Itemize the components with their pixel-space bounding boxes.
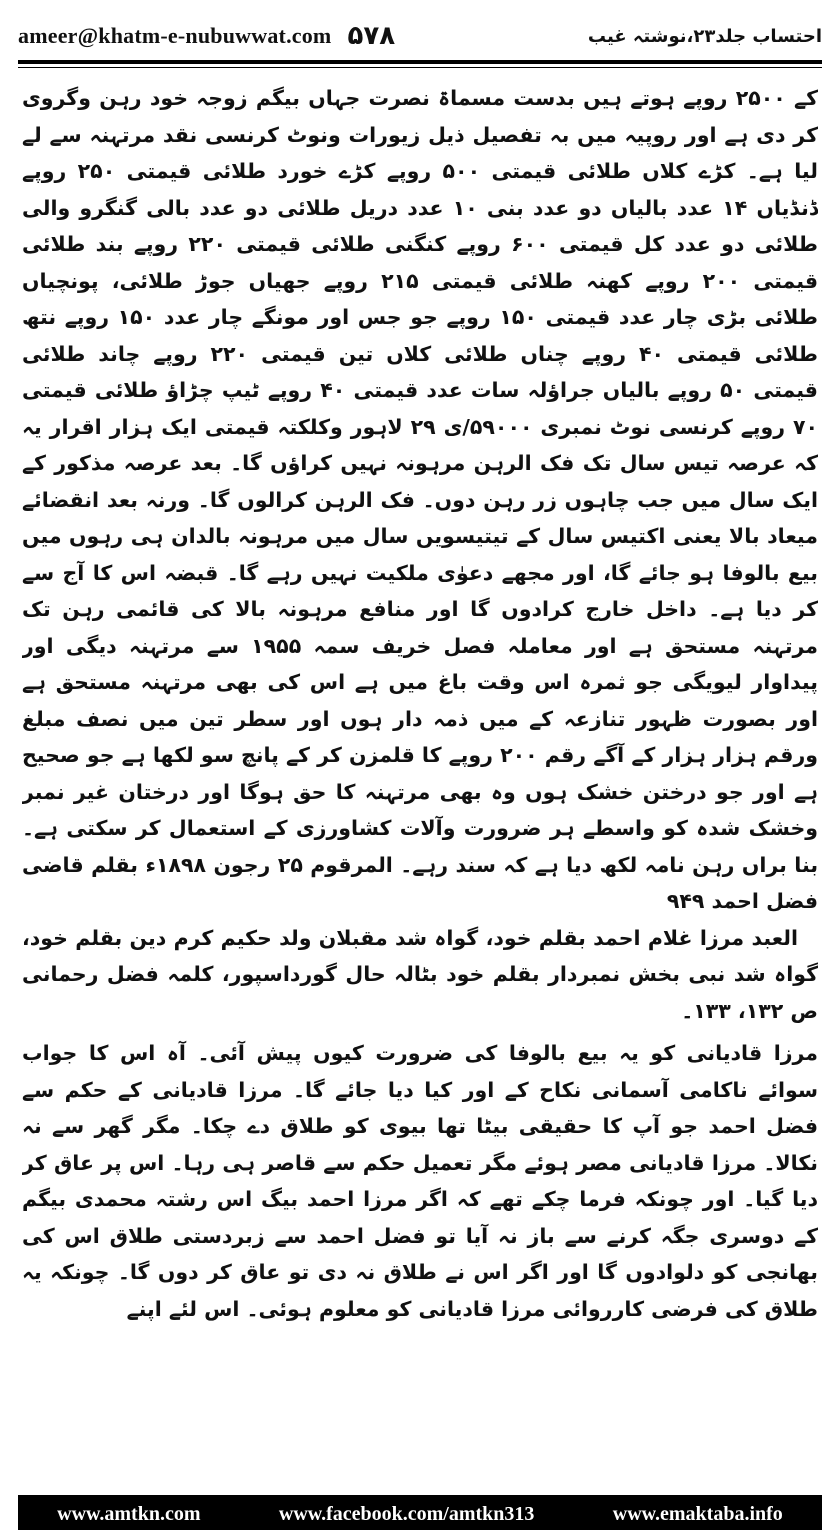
body-paragraph-commentary: مرزا قادیانی کو یہ بیع بالوفا کی ضرورت کیوں پیش آئی۔ آہ اس کا جواب سوائے ناکامی آسمانی نکاح کے اور کیا دیا جائے گا۔ مرزا قادیانی کے حکم سے فضل احمد جو آپ کا حقیقی بیٹا تھا بیوی کو طلاق دے چکا۔ مگر گھر سے نہ نکالا۔ مرزا قادیانی مصر ہوئے مگر تعمیل حکم سے قاصر ہی رہا۔ اس پر عاق کر دیا گیا۔ اور چونکہ فرما چکے تھے کہ اگر مرزا احمد بیگ اس رشتہ محمدی بیگم کے دوسری جگہ کرنے سے باز نہ آیا تو فضل احمد سے زبردستی طلاق اس کی بھانجی کو دلوادوں گا اور اگر اس نے طلاق نہ دی تو عاق کر دوں گا۔ چونکہ یہ طلاق کی فرضی کارروائی مرزا قادیانی کو معلوم ہوئی۔ اس لئے اپنے [22, 1041, 818, 1321]
page-number: ۵۷۸ [347, 21, 396, 51]
footer-link-emaktaba[interactable]: www.emaktaba.info [612, 1502, 783, 1525]
page-header [18, 14, 822, 58]
body-paragraph-deed: کے ۲۵۰۰ روپے ہوتے ہیں بدست مسماۃ نصرت جہاں بیگم زوجہ خود رہن وگروی کر دی ہے اور روپیہ میں بہ تفصیل ذیل زیورات ونوٹ کرنسی نقد مرتہنہ سے لے لیا ہے۔ کڑے کلاں طلائی قیمتی ۵۰۰ روپے کڑے خورد طلائی قیمتی ۲۵۰ روپے ڈنڈیاں ۱۴ عدد بالیاں دو عدد بنی ۱۰ عدد دریل طلائی دو عدد بالی گنگرو والی طلائی دو عدد کل قیمتی ۶۰۰ روپے کنگنی طلائی قیمتی ۲۲۰ روپے بند طلائی قیمتی ۲۰۰ روپے کھنہ طلائی قیمتی ۲۱۵ روپے جھیاں جوڑ طلائی، پونچیاں طلائی بڑی چار عدد قیمتی ۱۵۰ روپے جو جس اور مونگے چار عدد ۱۵۰ روپے نتھ طلائی قیمتی ۴۰ روپے چناں طلائی کلاں تین قیمتی ۲۲۰ روپے چاند طلائی قیمتی ۵۰ روپے بالیاں جراؤلہ سات عدد قیمتی ۴۰ روپے ٹیپ چڑاؤ طلائی قیمتی ۷۰ روپے کرنسی نوٹ نمبری ۵۹۰۰۰/ی ۲۹ لاہور وکلکتہ قیمتی ایک ہزار اقرار یہ کہ عرصہ تیس سال تک فک الرہن مرہونہ نہیں کراؤں گا۔ بعد عرصہ مذکور کے ایک سال میں جب چاہوں زر رہن دوں۔ فک الرہن کرالوں گا۔ ورنہ بعد انقضائے میعاد بالا یعنی اکتیس سال کے تیتیسویں سال میں مرہونہ بالدان ہی رہوں میں بیع بالوفا ہو جائے گا، اور مجھے دعوٰی ملکیت نہیں رہے گا۔ قبضہ اس کا آج سے کر دیا ہے۔ داخل خارج کرادوں گا اور منافع مرہونہ بالا کی قائمی رہن تک مرتہنہ مستحق ہے اور معاملہ فصل خریف سمہ ۱۹۵۵ سے مرتہنہ دیگی اور پیداوار لیویگی جو ثمرہ اس وقت باغ میں ہے اس کی بھی مرتہنہ مستحق ہے اور بصورت ظہور تنازعہ کے میں ذمہ دار ہوں اور سطر تین میں نصف مبلغ ورقم ہزار ہزار کے آگے رقم ۲۰۰ روپے کا قلمزن کر کے پانچ سو لکھا ہے جو صحیح ہے اور جو درختن خشک ہوں وہ بھی مرتہنہ کا حق ہوگا اور درختان غیر نمبر وخشک شدہ کو واسطے ہر ضرورت وآلات کشاورزی کے استعمال کر سکتی ہے۔ بنا براں رہن نامہ لکھ دیا ہے کہ سند رہے۔ المرقوم ۲۵ رجون ۱۸۹۸ء بقلم قاضی فضل احمد ۹۴۹ [22, 86, 818, 913]
header-divider [18, 60, 822, 68]
header-email: ameer@khatm-e-nubuwwat.com [18, 23, 332, 48]
header-left-group [18, 21, 395, 51]
page-footer [18, 1495, 822, 1530]
footer-link-amtkn[interactable]: www.amtkn.com [57, 1502, 201, 1525]
page-body [22, 80, 818, 1482]
book-title: احتساب جلد۲۳،نوشتہ غیب [587, 25, 822, 47]
footer-link-facebook[interactable]: www.facebook.com/amtkn313 [278, 1502, 535, 1525]
body-paragraph-signatures: العبد مرزا غلام احمد بقلم خود، گواہ شد مقبلان ولد حکیم کرم دین بقلم خود، گواہ شد نبی بخش نمبردار بقلم خود بٹالہ حال گورداسپور، کلمہ فضل رحمانی ص ۱۳۲، ۱۳۳۔ [22, 925, 818, 1023]
